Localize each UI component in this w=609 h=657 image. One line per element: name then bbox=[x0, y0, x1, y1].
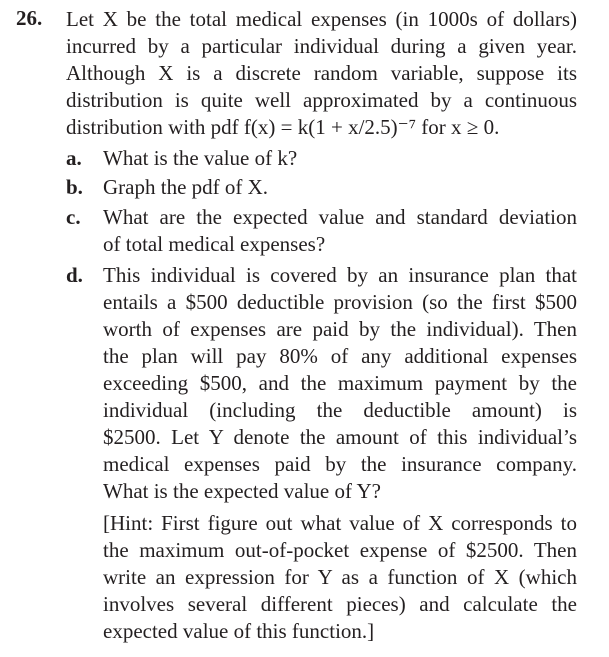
stem-line: Although X is a discrete random variable, suppose its bbox=[66, 61, 577, 85]
hint-line: write an expression for Y as a function of X (which bbox=[103, 565, 577, 589]
part-line: worth of expenses are paid by the individual). Then bbox=[103, 317, 577, 341]
part-label: d. bbox=[66, 263, 83, 287]
part-line: entails a $500 deductible provision (so the first $500 bbox=[103, 290, 577, 314]
stem-line: incurred by a particular individual during a given year. bbox=[66, 34, 577, 58]
part-label: a. bbox=[66, 146, 82, 170]
part-line: This individual is covered by an insurance plan that bbox=[103, 263, 577, 287]
hint-line: [Hint: First figure out what value of X corresponds to bbox=[103, 511, 577, 535]
stem-line: distribution is quite well approximated by a continuous bbox=[66, 88, 577, 112]
hint-line: involves several different pieces) and calculate the bbox=[103, 592, 577, 616]
hint-line: the maximum out-of-pocket expense of $2500. Then bbox=[103, 538, 577, 562]
part-line: of total medical expenses? bbox=[103, 232, 326, 256]
part-line: $2500. Let Y denote the amount of this individual’s bbox=[103, 425, 577, 449]
part-line: individual (including the deductible amount) is bbox=[103, 398, 577, 422]
part-line: Graph the pdf of X. bbox=[103, 175, 269, 199]
stem-line: Let X be the total medical expenses (in 1000s of dollars) bbox=[66, 7, 577, 31]
part-line: What is the expected value of Y? bbox=[103, 479, 381, 503]
part-line: What are the expected value and standard deviation bbox=[103, 205, 577, 229]
hint-line: expected value of this function.] bbox=[103, 619, 375, 643]
problem-number: 26. bbox=[16, 6, 43, 30]
part-label: b. bbox=[66, 175, 83, 199]
part-label: c. bbox=[66, 205, 81, 229]
part-line: the plan will pay 80% of any additional expenses bbox=[103, 344, 577, 368]
part-line: exceeding $500, and the maximum payment by the bbox=[103, 371, 577, 395]
part-line: What is the value of k? bbox=[103, 146, 298, 170]
part-line: medical expenses paid by the insurance company. bbox=[103, 452, 577, 476]
stem-line: distribution with pdf f(x) = k(1 + x/2.5)⁻⁷ for x ≥ 0. bbox=[66, 115, 500, 139]
